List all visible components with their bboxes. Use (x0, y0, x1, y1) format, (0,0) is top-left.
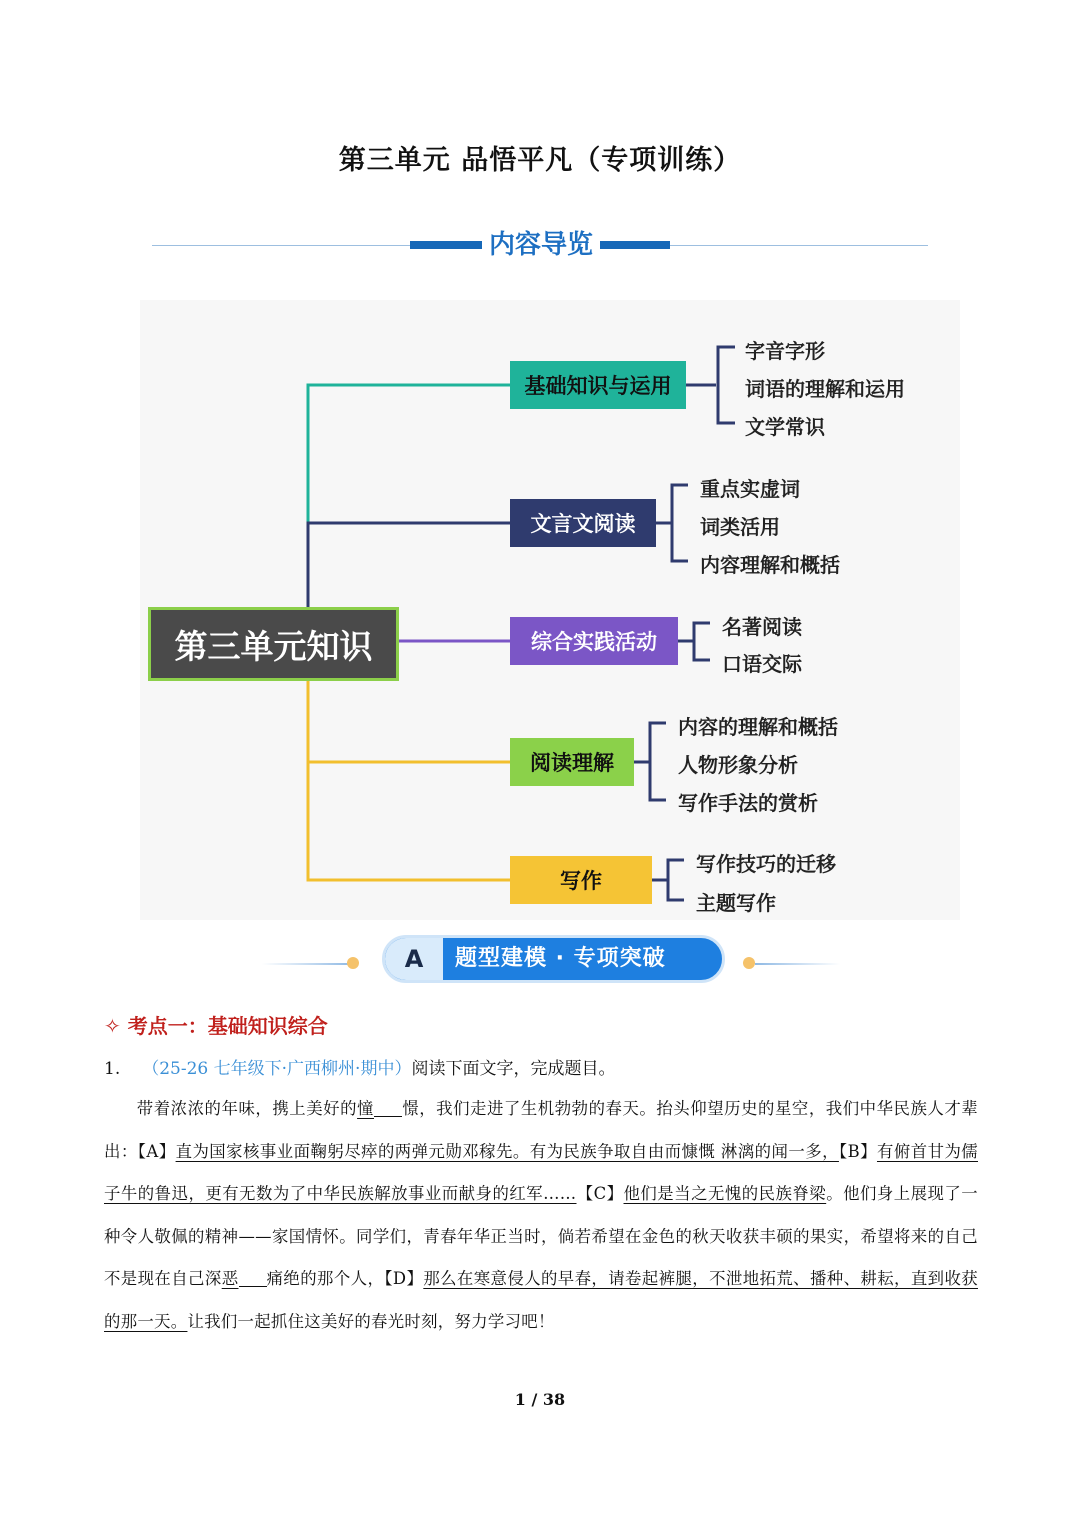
leaf-item: 口语交际 (722, 652, 802, 676)
passage-text: 痛绝的那个人， (266, 1269, 385, 1288)
passage-text: 让我们一起抓住这美好的春光时刻，努力学习吧！ (187, 1311, 555, 1331)
exam-point-heading: ✧ 考点一：基础知识综合 (104, 1014, 328, 1038)
leaf-item: 内容理解和概括 (700, 553, 840, 577)
fill-blank[interactable] (239, 1270, 267, 1287)
connector-1 (308, 385, 510, 607)
passage-text: 。他们身上展现了一种令人敬佩的精神——家国情怀。同学们，青春年华正当时，倘若希望在金色的秋天收获丰硕的果实，希望将来的自己不是现在自己深 (104, 1184, 978, 1288)
branch-reading-comprehension: 阅读理解 (510, 738, 634, 786)
section-banner (382, 935, 725, 983)
leaf-item: 重点实虚词 (700, 477, 800, 501)
marker-c: 【C】 (576, 1184, 624, 1203)
bracket-4 (634, 723, 666, 800)
branch-practice-activity: 综合实践活动 (510, 617, 678, 665)
page-number: 1 / 38 (514, 1390, 566, 1409)
sentence-a: 直为国家核事业面鞠躬尽瘁的两弹元勋邓稼先。有为民族争取自由而慷慨 淋漓的闻一多， (175, 1141, 839, 1161)
leaf-item: 写作技巧的迁移 (696, 852, 836, 876)
leaf-item: 内容的理解和概括 (678, 715, 838, 739)
branch-writing: 写作 (510, 856, 652, 904)
bracket-5 (652, 860, 684, 900)
banner-line-right (755, 963, 840, 965)
mindmap-root: 第三单元知识 (148, 607, 399, 681)
question-source: （25-26 七年级下·广西柳州·期中） (142, 1059, 412, 1079)
sentence-b: 有俯首甘为儒子牛的鲁迅，更有无数为了中华民族解放事业而献身的红军…… (104, 1141, 978, 1203)
blank-word: 恶 (221, 1269, 239, 1288)
question-1 (104, 1054, 615, 1079)
bracket-2 (656, 485, 688, 561)
section-heading: 内容导览 (488, 230, 593, 260)
leaf-item: 词类活用 (700, 515, 780, 539)
leaf-item: 名著阅读 (722, 615, 802, 639)
bracket-1 (686, 347, 735, 423)
question-prompt: 阅读下面文字，完成题目。 (411, 1059, 616, 1079)
leaf-item: 人物形象分析 (678, 753, 798, 777)
banner-line-left (262, 963, 352, 965)
banner-letter: A (385, 938, 443, 980)
leaf-item: 字音字形 (745, 339, 825, 363)
banner-dot-left (347, 957, 359, 969)
fill-blank[interactable] (374, 1100, 402, 1117)
marker-b: 【B】 (838, 1141, 877, 1161)
branch-classical-reading: 文言文阅读 (510, 499, 656, 547)
bracket-3 (678, 623, 710, 660)
blank-word: 憧 (357, 1099, 374, 1118)
branch-basic-knowledge: 基础知识与运用 (510, 361, 686, 409)
page-title: 第三单元 品悟平凡（专项训练） (338, 145, 742, 176)
passage-text: 带着浓浓的年味，携上美好的 (136, 1099, 358, 1118)
marker-d: 【D】 (384, 1269, 424, 1288)
question-number: 1. (104, 1059, 121, 1079)
banner-dot-right (743, 957, 755, 969)
leaf-item: 文学常识 (745, 415, 825, 439)
connector-4 (308, 675, 510, 762)
sentence-d: 那么在寒意侵人的早春，请卷起裤腿，不泄地拓荒、播种、耕耘，直到收获的那一天。 (104, 1269, 978, 1331)
leaf-item: 写作手法的赏析 (678, 791, 818, 815)
leaf-item: 词语的理解和运用 (745, 377, 905, 401)
reading-passage (104, 1088, 978, 1343)
leaf-item: 主题写作 (696, 891, 776, 915)
connector-5 (308, 675, 510, 880)
sentence-c: 他们是当之无愧的民族脊梁 (623, 1184, 827, 1203)
banner-text: 题型建模 · 专项突破 (455, 946, 666, 971)
connector-2 (308, 523, 510, 607)
passage-text: 憬，我们走进了生机勃勃的春天。抬头仰望历史的星空，我们中华民族人才辈出：【A】 (104, 1099, 979, 1161)
